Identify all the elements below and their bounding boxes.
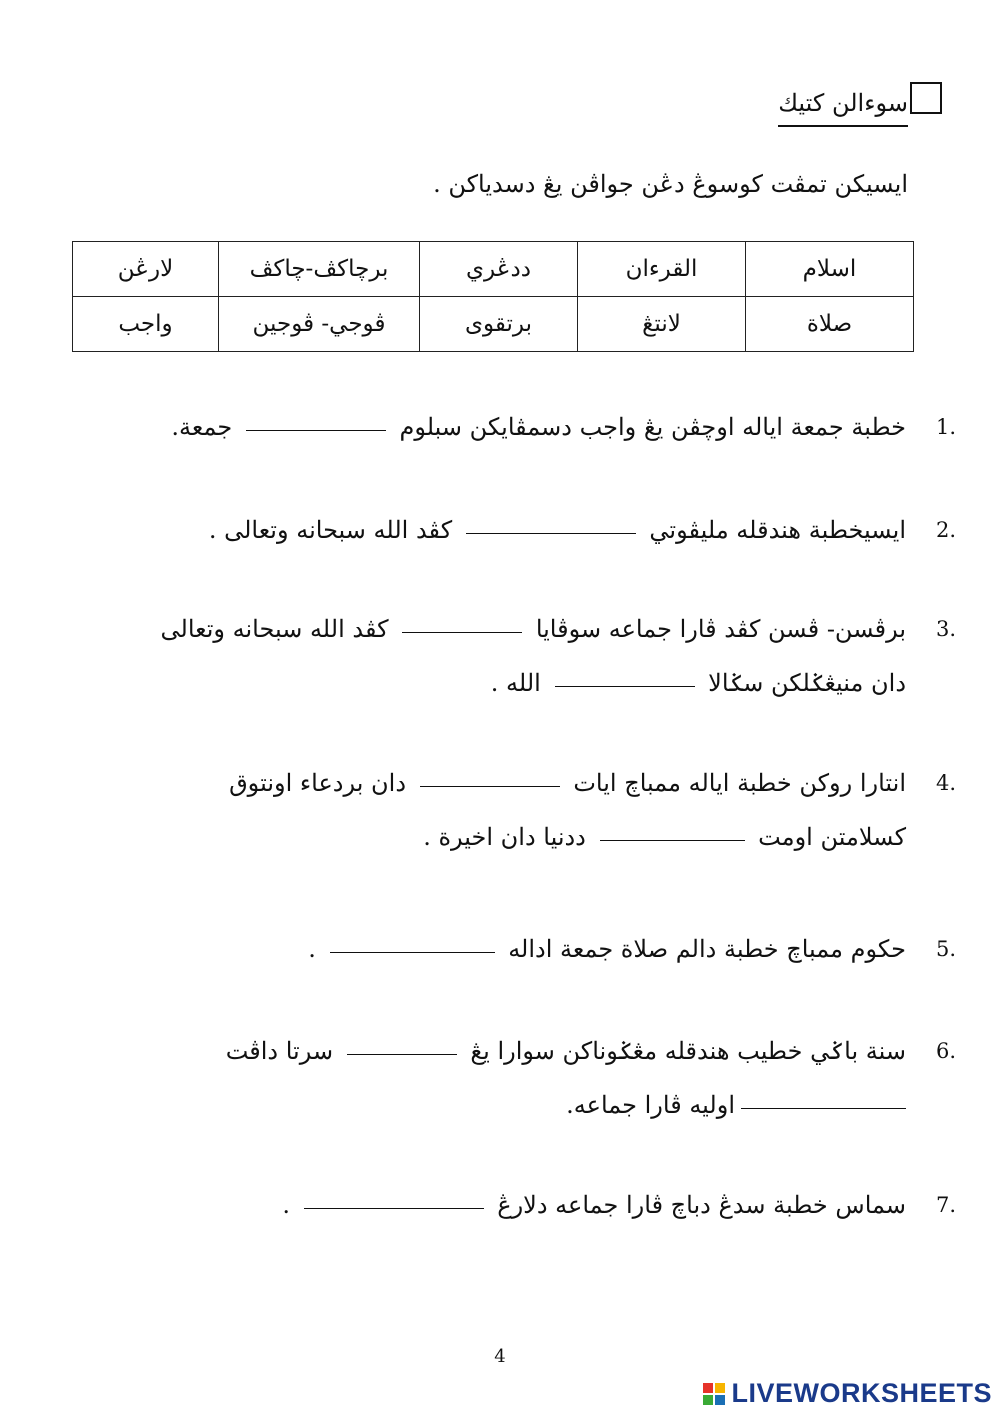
word-bank-cell: برچاكڤ-چاكڤ — [219, 242, 420, 297]
page-number: 4 — [494, 1346, 506, 1367]
question-text: ددنيا دان اخيرة . — [423, 823, 586, 851]
word-bank-cell: ڤوجي- ڤوجين — [219, 297, 420, 352]
question-text: . — [282, 1191, 290, 1219]
question-3 — [82, 602, 957, 710]
question-number: 4. — [935, 771, 957, 795]
answer-blank-1[interactable] — [246, 429, 386, 431]
question-4 — [82, 756, 957, 864]
word-bank-row — [73, 297, 914, 352]
answer-blank-6a[interactable] — [347, 1053, 457, 1055]
answer-blank-5[interactable] — [330, 951, 495, 953]
word-bank-cell: صلاة — [746, 297, 914, 352]
question-text: سماس خطبة سدڠ دباچ ڤارا جماعه دلارڠ — [497, 1191, 906, 1219]
question-text: كسلامتن اومت — [758, 823, 906, 851]
word-bank-cell: لانتڠ — [578, 297, 746, 352]
answer-blank-4b[interactable] — [600, 839, 745, 841]
question-6 — [82, 1024, 957, 1132]
question-text: كڤد الله سبحانه وتعالى . — [208, 516, 453, 544]
section-title: سوءالن كتيك — [778, 88, 908, 127]
question-text: دان منيڠݢلكن سݢالا — [708, 669, 906, 697]
answer-blank-7[interactable] — [304, 1207, 484, 1209]
answer-blank-4a[interactable] — [420, 785, 560, 787]
question-text: جمعة. — [171, 413, 233, 441]
answer-blank-3a[interactable] — [402, 631, 522, 633]
question-text: . — [308, 935, 316, 963]
question-text: الله . — [490, 669, 541, 697]
word-bank-cell: اسلام — [746, 242, 914, 297]
question-5 — [82, 922, 957, 976]
question-text: برڤسن- ڤسن كڤد ڤارا جماعه سوڤايا — [535, 615, 906, 643]
heading-checkbox — [910, 82, 942, 114]
question-number: 5. — [935, 937, 957, 961]
brand-footer — [703, 1378, 992, 1409]
question-text: خطبة جمعة اياله اوچڤن يڠ واجب دسمڤايكن سبلوم — [399, 413, 906, 441]
word-bank-cell: واجب — [73, 297, 219, 352]
word-bank-cell: القرءان — [578, 242, 746, 297]
answer-blank-6b[interactable] — [741, 1107, 906, 1109]
answer-blank-2[interactable] — [466, 532, 636, 534]
question-number: 3. — [935, 617, 957, 641]
word-bank-cell: لارڠن — [73, 242, 219, 297]
question-2 — [82, 503, 957, 557]
question-text: اوليه ڤارا جماعه. — [566, 1091, 735, 1119]
question-number: 1. — [935, 415, 957, 439]
question-number: 2. — [935, 518, 957, 542]
instruction-text: ايسيكن تمڤت كوسوڠ دڠن جواڤن يڠ دسدياكن . — [433, 170, 908, 198]
question-7 — [82, 1178, 957, 1232]
question-text: دان بردعاء اونتوق — [229, 769, 407, 797]
word-bank-table — [72, 241, 914, 352]
word-bank-cell: برتقوى — [420, 297, 578, 352]
question-1 — [82, 400, 957, 454]
word-bank-row — [73, 242, 914, 297]
question-number: 6. — [935, 1039, 957, 1063]
answer-blank-3b[interactable] — [555, 685, 695, 687]
question-text: سنة باݢي خطيب هندقله مڠݢوناكن سوارا يڠ — [470, 1037, 906, 1065]
section-heading — [778, 78, 942, 127]
question-text: انتارا روكن خطبة اياله ممباچ ايات — [573, 769, 906, 797]
question-text: سرتا داڤت — [225, 1037, 334, 1065]
brand-name: LIVEWORKSHEETS — [731, 1378, 992, 1408]
question-text: حكوم ممباچ خطبة دالم صلاة جمعة اداله — [508, 935, 906, 963]
question-text: كڤد الله سبحانه وتعالى — [160, 615, 389, 643]
question-number: 7. — [935, 1193, 957, 1217]
question-text: ايسيخطبة هندقله مليڤوتي — [649, 516, 906, 544]
liveworksheets-logo-icon — [703, 1383, 725, 1405]
word-bank-cell: ددڠري — [420, 242, 578, 297]
